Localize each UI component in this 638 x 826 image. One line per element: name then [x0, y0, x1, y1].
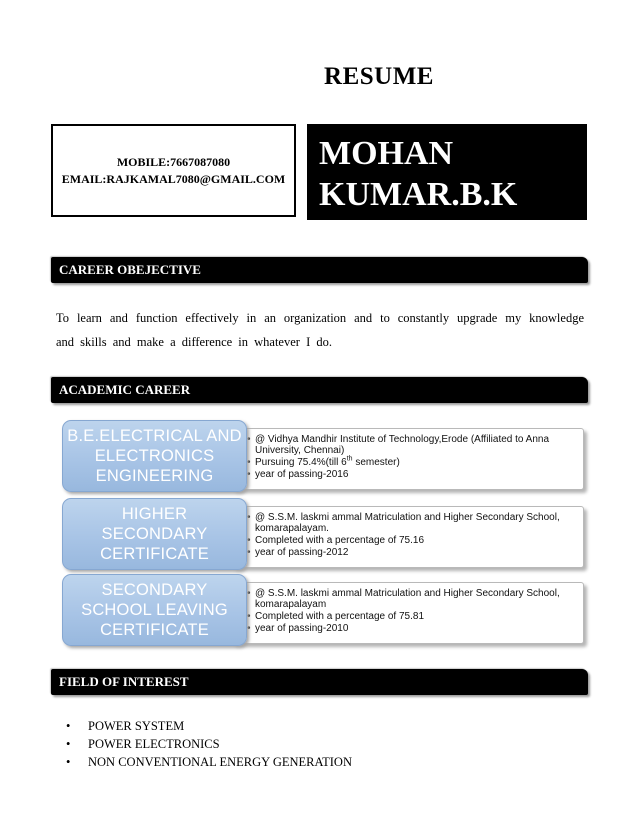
career-objective-heading: CAREER OBEJECTIVE	[51, 257, 588, 283]
name-box	[307, 124, 587, 220]
academic-label: SECONDARY SCHOOL LEAVING CERTIFICATE	[62, 574, 247, 646]
list-item: • POWER ELECTRONICS	[66, 735, 352, 753]
career-objective-text: To learn and function effectively in an organization and to constantly upgrade my knowledge and skills and make a difference in whatever I do.	[56, 311, 584, 349]
list-item: • NON CONVENTIONAL ENERGY GENERATION	[66, 753, 352, 771]
year-line: • year of passing-2010	[247, 623, 577, 634]
email-address: EMAIL:RAJKAMAL7080@GMAIL.COM	[61, 171, 286, 186]
academic-details	[232, 506, 584, 568]
mobile-number: MOBILE:7667087080	[116, 154, 231, 169]
academic-item-sslc	[62, 574, 588, 646]
academic-label: HIGHER SECONDARY CERTIFICATE	[62, 498, 247, 570]
academic-details	[232, 582, 584, 644]
percentage-line: • Pursuing 75.4%(till 6th semester)	[247, 457, 577, 468]
academic-item-be	[62, 420, 588, 492]
institution-line: • @ S.S.M. laskmi ammal Matriculation and Higher Secondary School, komarapalayam.	[247, 512, 577, 534]
list-item: • POWER SYSTEM	[66, 717, 352, 735]
year-line: • year of passing-2016	[247, 469, 577, 480]
percentage-line: • Completed with a percentage of 75.16	[247, 535, 577, 546]
resume-title: RESUME	[324, 63, 434, 90]
interest-list	[66, 717, 352, 771]
last-name: KUMAR.B.K	[319, 176, 518, 213]
institution-line: • @ S.S.M. laskmi ammal Matriculation and Higher Secondary School, komarapalayam	[247, 588, 577, 610]
percentage-line: • Completed with a percentage of 75.81	[247, 611, 577, 622]
first-name: MOHAN	[319, 135, 454, 172]
academic-details	[232, 428, 584, 490]
academic-item-hsc	[62, 498, 588, 570]
academic-career-heading: ACADEMIC CAREER	[51, 377, 588, 403]
contact-box	[51, 124, 296, 217]
institution-line: • @ Vidhya Mandhir Institute of Technology,Erode (Affiliated to Anna University, Chennai)	[247, 434, 577, 456]
year-line: • year of passing-2012	[247, 547, 577, 558]
field-of-interest-heading: FIELD OF INTEREST	[51, 669, 588, 695]
academic-label: B.E.ELECTRICAL AND ELECTRONICS ENGINEERING	[62, 420, 247, 492]
